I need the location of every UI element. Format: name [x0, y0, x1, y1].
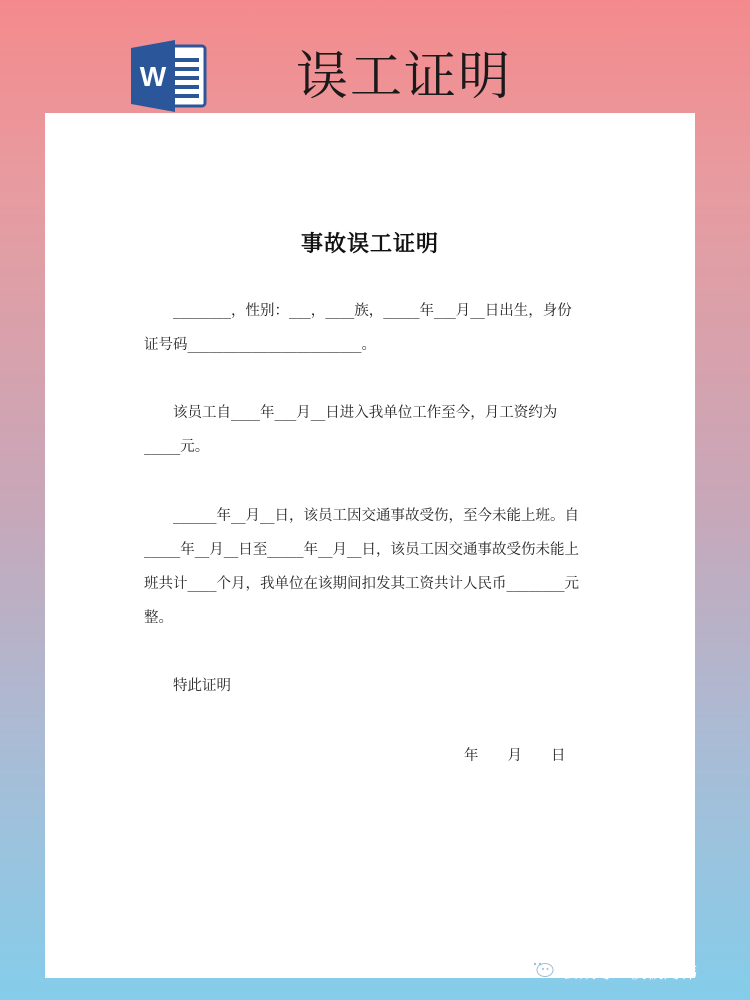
document-title: 事故误工证明: [300, 231, 439, 257]
paragraph-line: 该员工自____年___月__日进入我单位工作至今，月工资约为: [144, 405, 558, 421]
closing-statement: 特此证明: [144, 678, 231, 694]
paragraph-line: ________，性别：___，____族，_____年___月__日出生，身份: [144, 303, 572, 319]
paragraph-line: ______年__月__日，该员工因交通事故受伤，至今未能上班。自: [144, 508, 579, 524]
paragraph-line: 班共计____个月，我单位在该期间扣发其工资共计人民币________元: [144, 576, 579, 592]
paragraph-accident: [144, 499, 600, 635]
paragraph-employment: [144, 396, 600, 464]
watermark-text: 公众号 · 模板阿伟: [562, 962, 698, 983]
watermark: [528, 955, 697, 985]
paragraph-personal-info: [144, 294, 600, 362]
document-page: [45, 113, 695, 978]
paragraph-line: 证号码________________________。: [144, 337, 376, 353]
date-line: 年 月 日: [464, 748, 566, 764]
paragraph-line: _____元。: [144, 439, 210, 455]
paragraph-line: _____年__月__日至_____年__月__日，该员工因交通事故受伤未能上: [144, 542, 579, 558]
wechat-icon: [528, 957, 554, 984]
word-document-icon: [131, 40, 209, 112]
banner-title: 误工证明: [296, 47, 513, 107]
paragraph-line: 整。: [144, 610, 173, 626]
svg-text:W: W: [139, 61, 167, 92]
